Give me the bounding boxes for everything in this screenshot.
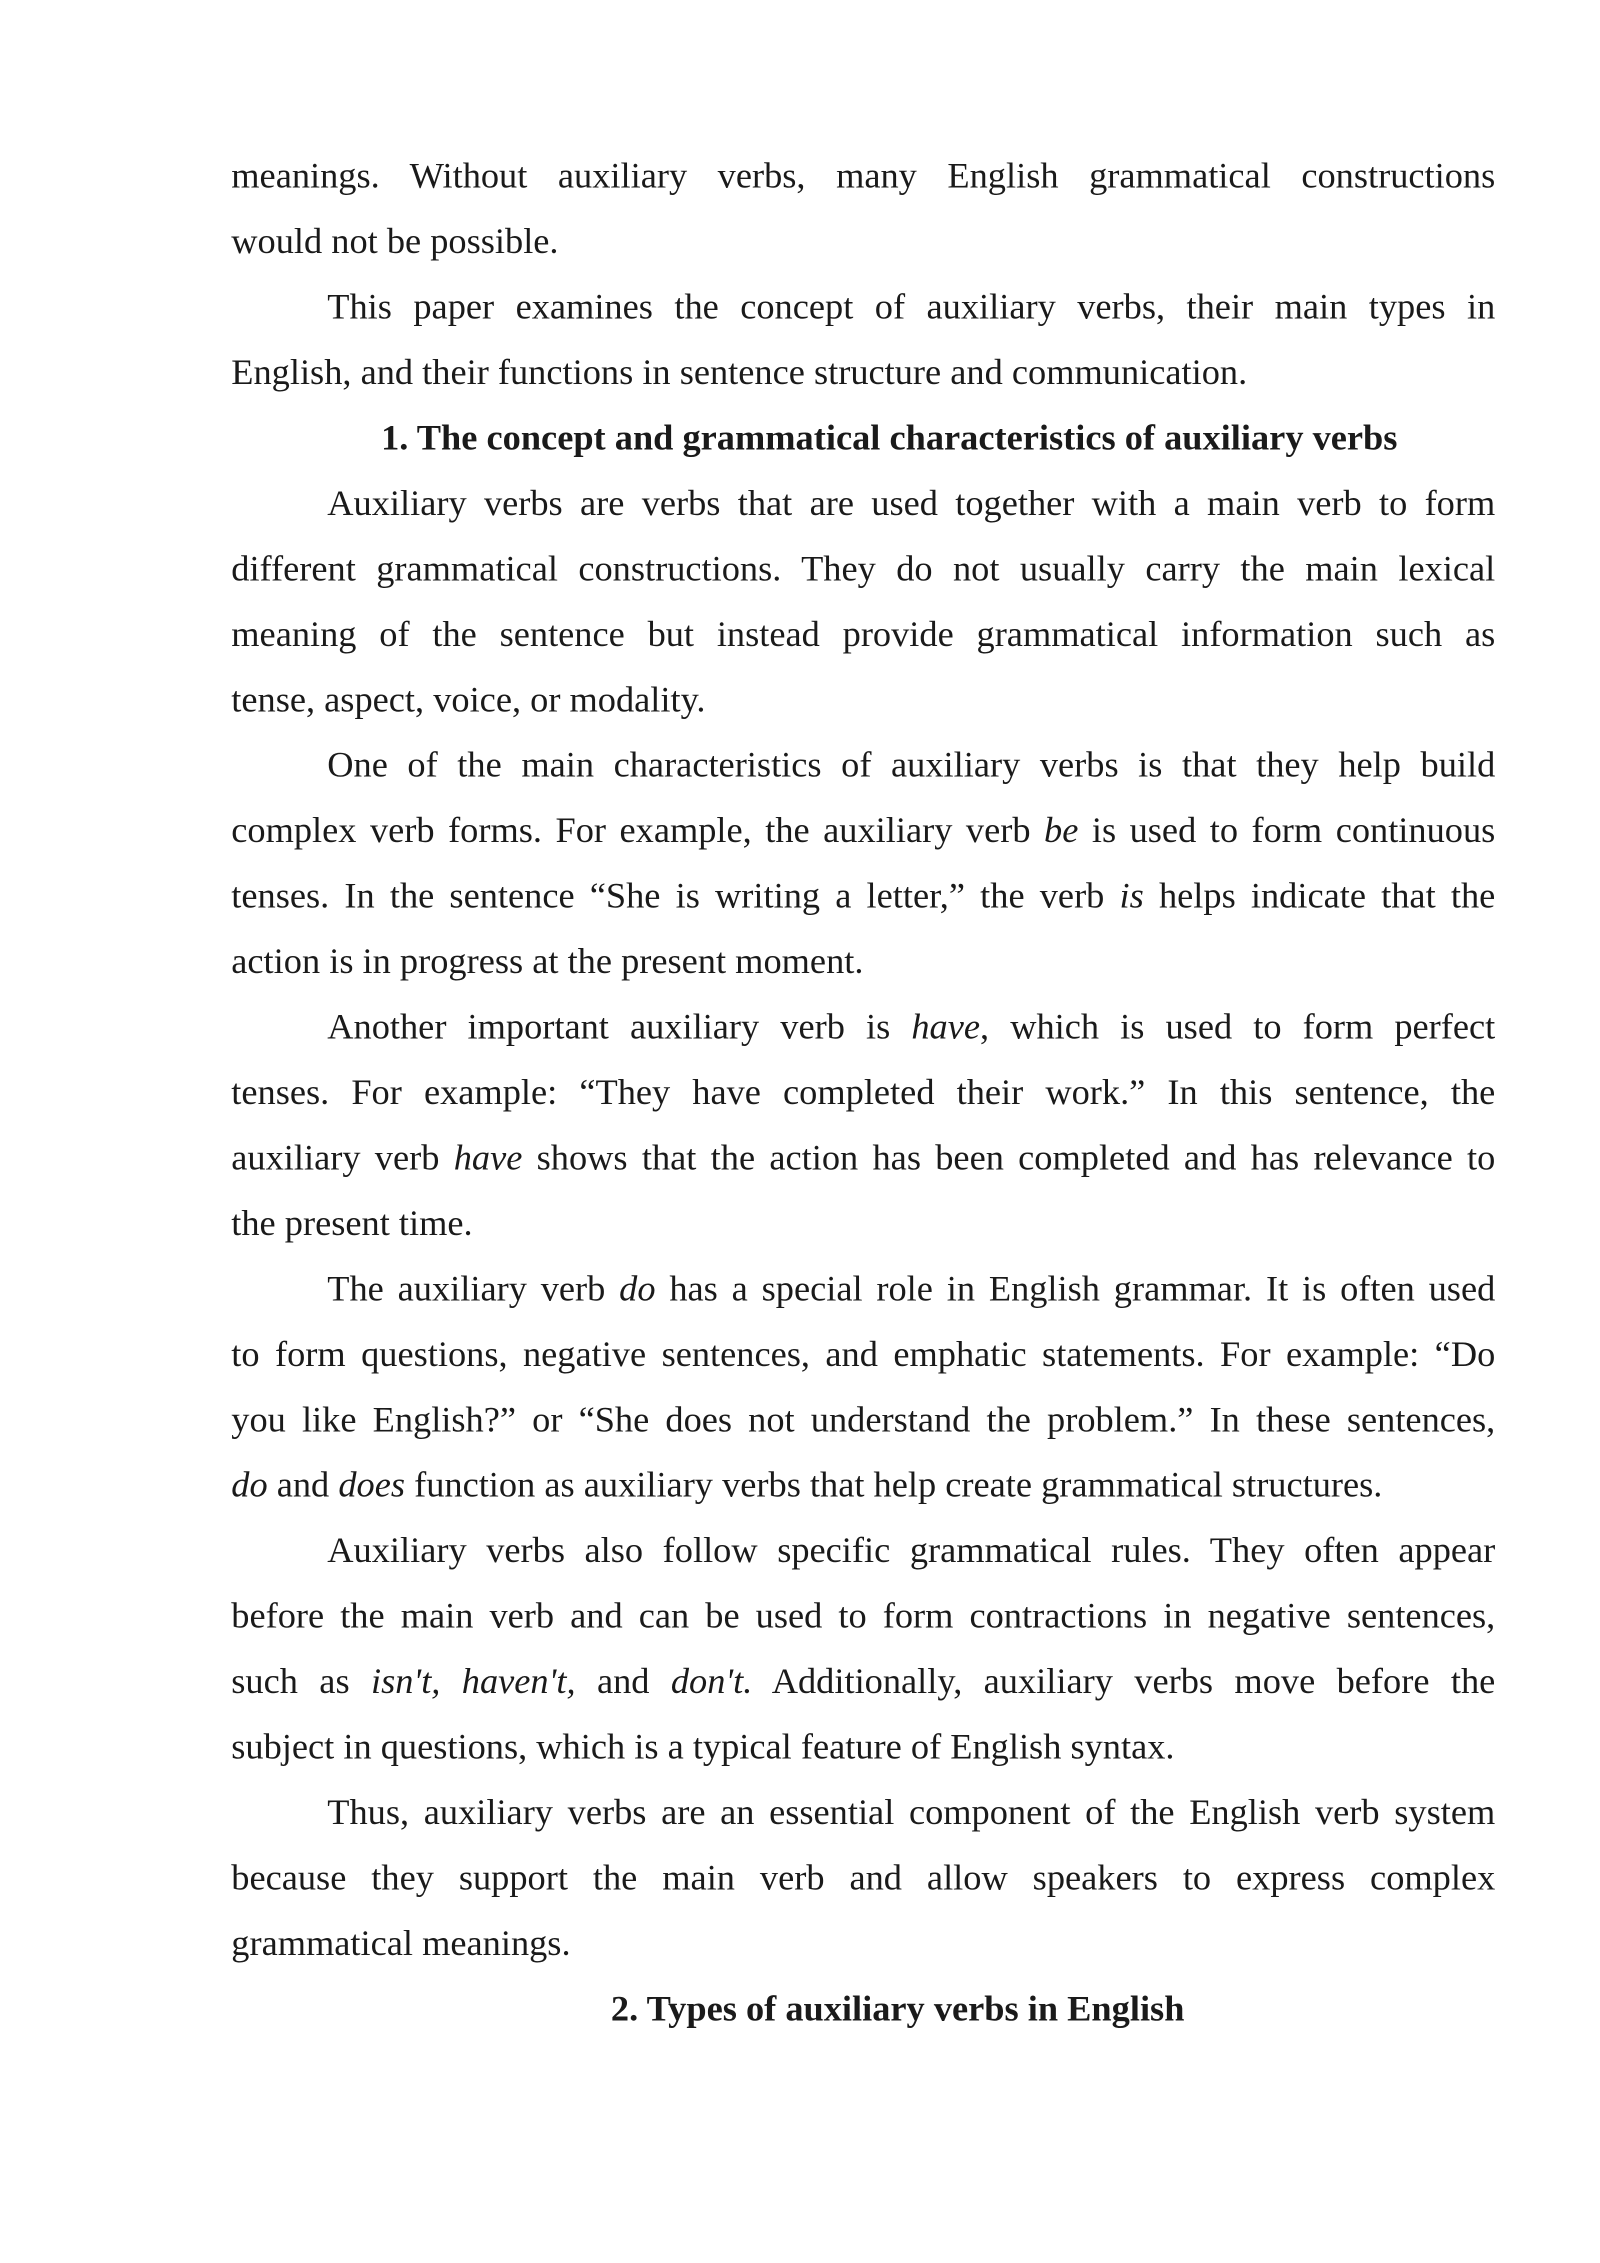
text-run: action is in progress at the present moment. — [231, 942, 864, 982]
text-run: meaning of the sentence but instead provide grammatical information such as — [231, 615, 1496, 655]
text-line — [327, 1257, 1495, 1322]
text-line — [327, 275, 1495, 340]
text-line — [231, 1060, 1495, 1125]
text-line — [231, 1846, 1495, 1911]
italic-term: does — [338, 1466, 405, 1506]
italic-term: do — [231, 1466, 268, 1506]
text-line — [231, 602, 1495, 667]
text-line — [231, 340, 1495, 405]
text-line — [327, 471, 1495, 536]
section-heading: 2. Types of auxiliary verbs in English — [610, 1989, 1185, 2030]
text-run: Thus, auxiliary verbs are an essential component of the English verb system — [327, 1793, 1496, 1833]
text-line — [231, 1649, 1495, 1714]
text-run: function as auxiliary verbs that help create grammatical structures. — [405, 1466, 1383, 1506]
text-run: tenses. In the sentence “She is writing a letter,” the verb — [231, 877, 1120, 917]
text-run: Auxiliary verbs also follow specific grammatical rules. They often appear — [327, 1531, 1496, 1571]
text-run: because they support the main verb and allow speakers to express complex — [231, 1858, 1496, 1899]
italic-term: be — [1044, 811, 1079, 851]
text-line — [231, 209, 1495, 274]
text-line — [231, 668, 1495, 733]
text-line — [327, 995, 1495, 1060]
text-run: The auxiliary verb — [327, 1269, 620, 1310]
text-run: and — [575, 1662, 671, 1702]
text-run: before the main verb and can be used to form contractions in negative sentences, — [231, 1597, 1496, 1637]
text-line — [231, 144, 1495, 209]
text-run: the present time. — [231, 1204, 473, 1244]
text-line — [231, 929, 1495, 994]
text-run: complex verb forms. For example, the auxiliary verb — [231, 811, 1045, 851]
italic-term: isn't, haven't, — [370, 1662, 576, 1702]
text-line — [327, 733, 1495, 798]
text-run: Additionally, auxiliary verbs move before the — [752, 1662, 1496, 1702]
text-run: subject in questions, which is a typical feature of English syntax. — [231, 1728, 1175, 1768]
text-line — [231, 537, 1495, 602]
text-run: , which is used to form perfect — [980, 1008, 1496, 1048]
italic-term: don't. — [670, 1662, 753, 1702]
text-line — [231, 1453, 1495, 1518]
text-run: different grammatical constructions. They do not usually carry the main lexical — [231, 549, 1496, 590]
text-run: meanings. Without auxiliary verbs, many English grammatical constructions — [231, 157, 1496, 197]
text-run: English, and their functions in sentence structure and communication. — [231, 353, 1248, 393]
text-line — [231, 799, 1495, 864]
text-run: grammatical meanings. — [231, 1924, 571, 1964]
text-run: is used to form continuous — [1078, 811, 1496, 851]
text-line — [327, 1780, 1495, 1845]
text-run: tense, aspect, voice, or modality. — [231, 680, 706, 720]
text-run: tenses. For example: “They have completed their work.” In this sentence, the — [231, 1073, 1496, 1113]
text-run: auxiliary verb — [231, 1138, 454, 1179]
text-line — [231, 1584, 1495, 1649]
text-run: such as — [231, 1662, 371, 1702]
text-line — [231, 1911, 1495, 1976]
text-run: you like English?” or “She does not understand the problem.” In these sentences, — [231, 1400, 1496, 1440]
italic-term: do — [619, 1269, 656, 1310]
text-run: would not be possible. — [231, 222, 559, 262]
text-line — [231, 1715, 1495, 1780]
text-run: One of the main characteristics of auxiliary verbs is that they help build — [327, 746, 1496, 786]
text-line — [231, 1191, 1495, 1256]
text-run: Another important auxiliary verb is — [327, 1008, 912, 1048]
text-line — [231, 1388, 1495, 1453]
text-line — [327, 1519, 1495, 1584]
text-run: and — [267, 1466, 339, 1506]
italic-term: have — [911, 1008, 981, 1048]
text-line — [231, 864, 1495, 929]
text-run: to form questions, negative sentences, and emphatic statements. For example: “Do — [231, 1335, 1496, 1375]
text-line — [231, 1322, 1495, 1387]
text-line — [231, 1126, 1495, 1191]
text-run: has a special role in English grammar. It is often used — [655, 1269, 1496, 1310]
text-run: helps indicate that the — [1143, 877, 1496, 917]
text-run: shows that the action has been completed and has relevance to — [522, 1138, 1496, 1179]
section-heading: 1. The concept and grammatical characteristics of auxiliary verbs — [381, 418, 1398, 459]
text-run: Auxiliary verbs are verbs that are used together with a main verb to form — [327, 484, 1496, 524]
italic-term: is — [1119, 877, 1144, 917]
italic-term: have — [453, 1138, 523, 1179]
text-run: This paper examines the concept of auxiliary verbs, their main types in — [327, 288, 1496, 328]
